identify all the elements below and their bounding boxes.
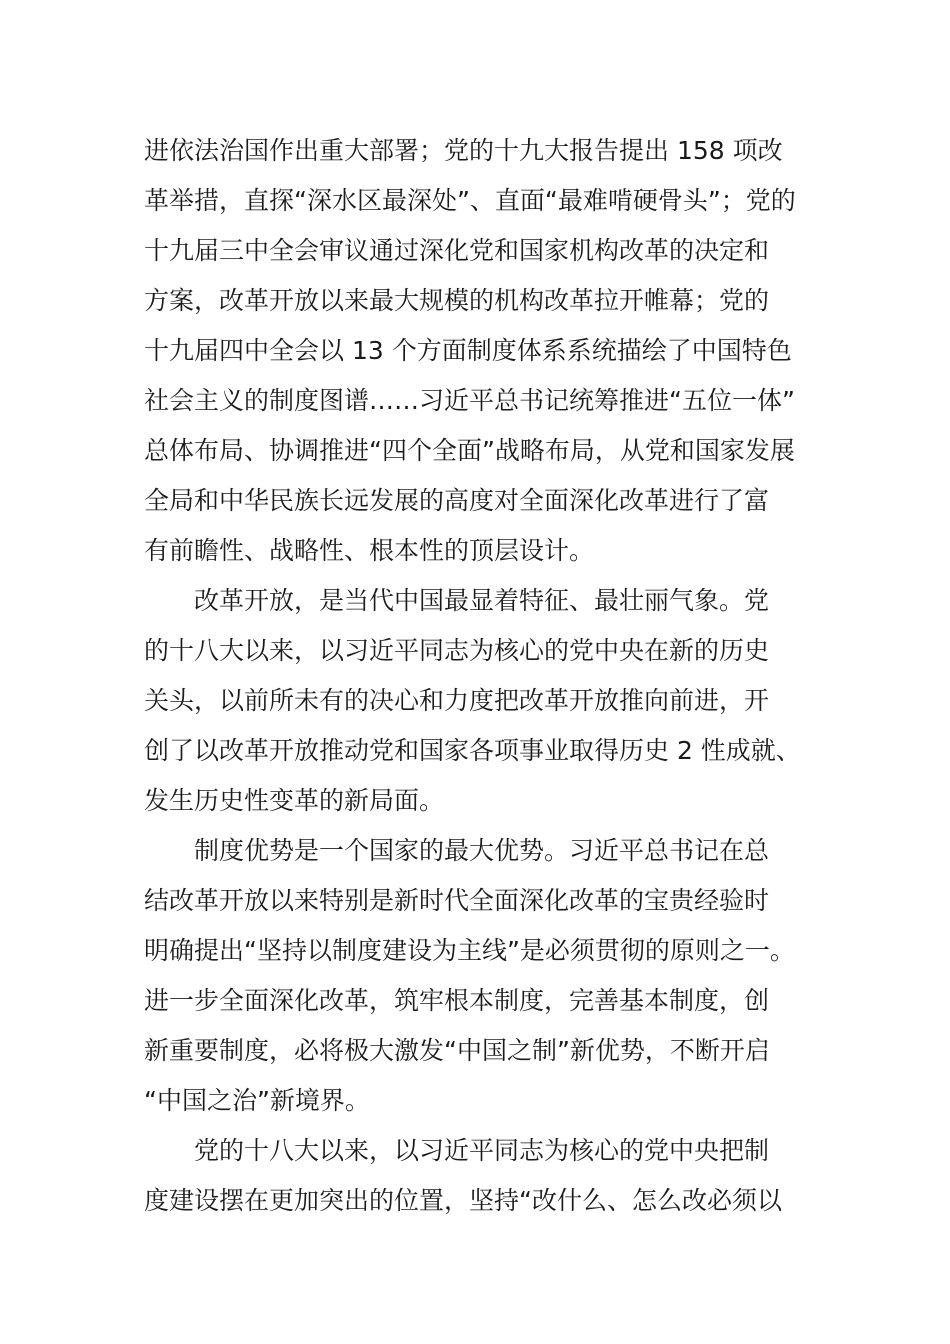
text-line: 发生历史性变革的新局面。 <box>144 786 445 815</box>
text-line: 革举措，直探“深水区最深处”、直面“最难啃硬骨头”；党的 <box>144 186 796 215</box>
text-line: 度建设摆在更加突出的位置，坚持“改什么、怎么改必须以 <box>144 1186 782 1215</box>
text-line: 十九届四中全会以 13 个方面制度体系系统描绘了中国特色 <box>144 336 792 365</box>
text-line: 总体布局、协调推进“四个全面”战略布局，从党和国家发展 <box>144 436 795 465</box>
text-line: 方案，改革开放以来最大规模的机构改革拉开帷幕；党的 <box>144 286 770 315</box>
text-line: 十九届三中全会审议通过深化党和国家机构改革的决定和 <box>144 236 770 265</box>
body-text <box>144 126 864 1226</box>
text-line: 结改革开放以来特别是新时代全面深化改革的宝贵经验时 <box>144 886 770 915</box>
text-line: 全局和中华民族长远发展的高度对全面深化改革进行了富 <box>144 486 770 515</box>
text-line: 关头，以前所未有的决心和力度把改革开放推向前进，开 <box>144 686 770 715</box>
paragraph-first-line: 改革开放，是当代中国最显着特征、最壮丽气象。党 <box>194 586 770 615</box>
text-line: 创了以改革开放推动党和国家各项事业取得历史 2 性成就、 <box>144 736 801 765</box>
text-line: 社会主义的制度图谱……习近平总书记统筹推进“五位一体” <box>144 386 795 415</box>
text-line: 新重要制度，必将极大激发“中国之制”新优势，不断开启 <box>144 1036 770 1065</box>
text-line: 的十八大以来，以习近平同志为核心的党中央在新的历史 <box>144 636 770 665</box>
paragraph-first-line: 制度优势是一个国家的最大优势。习近平总书记在总 <box>194 836 770 865</box>
text-line: 有前瞻性、战略性、根本性的顶层设计。 <box>144 536 595 565</box>
text-line: 明确提出“坚持以制度建设为主线”是必须贯彻的原则之一。 <box>144 936 795 965</box>
text-line: 进一步全面深化改革，筑牢根本制度，完善基本制度，创 <box>144 986 770 1015</box>
text-line: 进依法治国作出重大部署；党的十九大报告提出 158 项改 <box>144 136 783 165</box>
text-line: “中国之治”新境界。 <box>144 1086 370 1115</box>
paragraph-first-line: 党的十八大以来，以习近平同志为核心的党中央把制 <box>194 1136 770 1165</box>
